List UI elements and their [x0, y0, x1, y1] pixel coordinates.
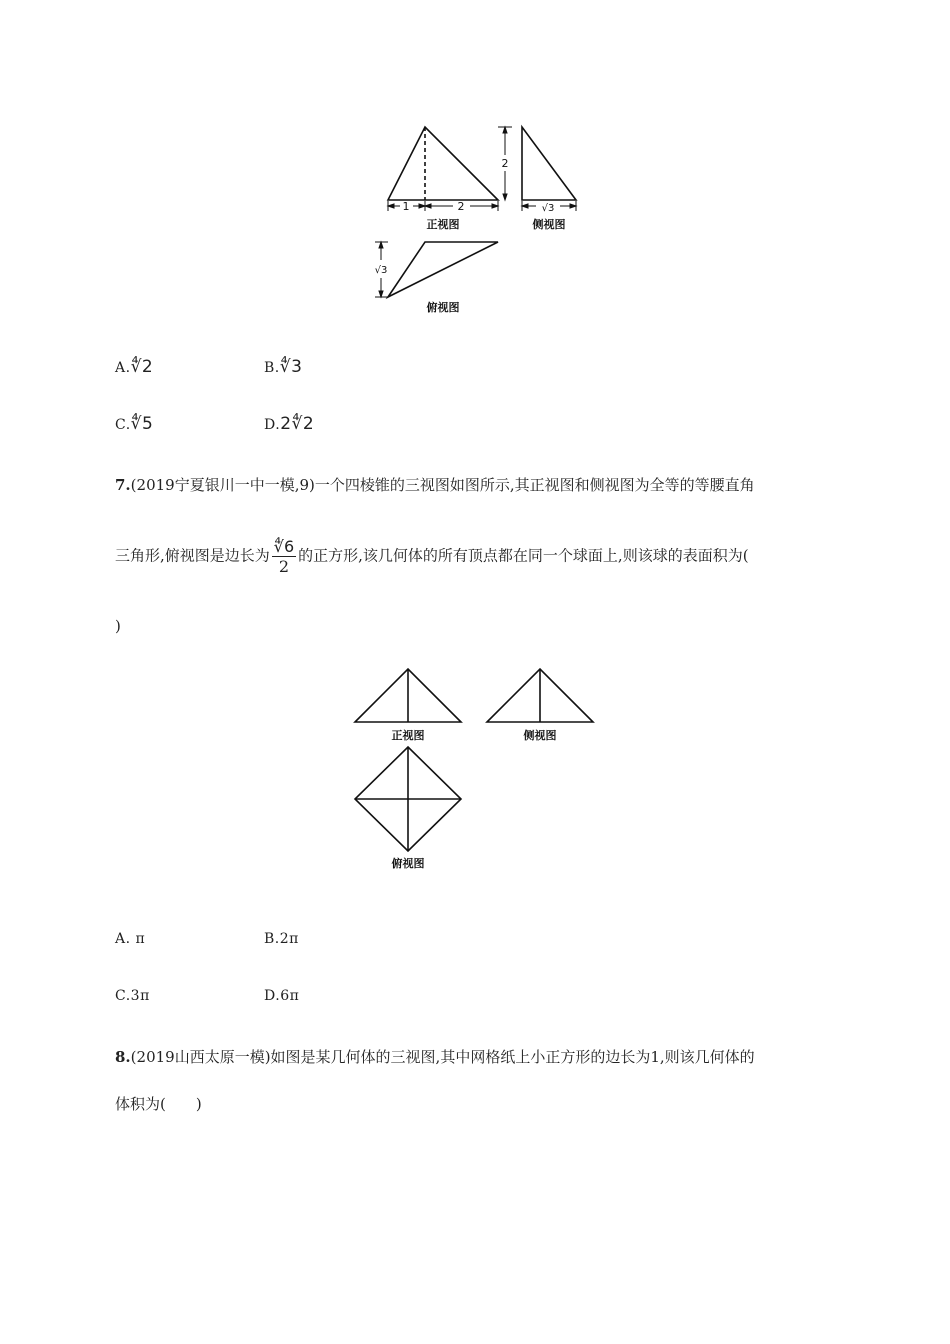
q7-fraction	[272, 537, 296, 576]
q6-option-c[interactable]	[115, 414, 153, 434]
q6-option-c-value: ∜5	[130, 414, 154, 434]
q7-text-2a: 三角形,俯视图是边长为	[115, 546, 270, 565]
q6-top-view	[388, 242, 498, 297]
q7-option-d[interactable]	[264, 988, 299, 1004]
q6-three-view-figure	[350, 115, 590, 320]
q7-text-3: )	[115, 617, 121, 635]
q7-number: 7.	[115, 476, 131, 494]
q6-option-a-prefix: A.	[115, 360, 131, 376]
q7-text-2b: 的正方形,该几何体的所有顶点都在同一个球面上,则该球的表面积为(	[298, 546, 749, 565]
q6-option-d[interactable]	[264, 414, 314, 434]
q7-option-b-prefix: B.	[264, 931, 280, 947]
q6-option-b-value: ∜3	[279, 357, 303, 377]
q7-three-view-figure	[350, 662, 605, 874]
q7-frac-numerator: ∜6	[273, 537, 295, 556]
q7-front-view	[355, 669, 461, 722]
q7-side-view	[487, 669, 593, 722]
q7-option-b-value: 2π	[279, 931, 299, 947]
q7-option-a-value: π	[135, 931, 146, 947]
q8-line-2	[115, 1093, 202, 1114]
q7-top-label: 俯视图	[391, 857, 425, 870]
q7-option-a[interactable]	[115, 931, 145, 947]
q7-option-d-prefix: D.	[264, 988, 281, 1004]
q6-top-label: 俯视图	[426, 301, 460, 314]
q6-option-b-prefix: B.	[264, 360, 280, 376]
q6-front-label: 正视图	[426, 218, 460, 231]
q6-side-label: 侧视图	[532, 218, 566, 231]
q8-text-1: (2019山西太原一模)如图是某几何体的三视图,其中网格纸上小正方形的边长为1,则该几何体的	[130, 1048, 755, 1066]
q7-option-c-prefix: C.	[115, 988, 131, 1004]
q6-dim-1: 1	[402, 200, 410, 213]
q6-option-a[interactable]	[115, 357, 153, 377]
q7-text-1: (2019宁夏银川一中一模,9)一个四棱锥的三视图如图所示,其正视图和侧视图为全等的等腰直角	[130, 476, 755, 494]
q7-option-a-prefix: A.	[115, 931, 131, 947]
q6-dim-height: 2	[501, 157, 509, 170]
q7-option-c-value: 3π	[130, 988, 150, 1004]
q7-option-b[interactable]	[264, 931, 299, 947]
q7-line-3	[115, 617, 121, 635]
q7-front-label: 正视图	[391, 729, 425, 742]
q6-option-d-prefix: D.	[264, 417, 281, 433]
q7-option-c[interactable]	[115, 988, 150, 1004]
q7-line-1	[115, 474, 755, 495]
q6-option-d-value: 2∜2	[280, 414, 315, 434]
q6-side-view	[522, 127, 576, 200]
q8-number: 8.	[115, 1048, 131, 1066]
q6-option-c-prefix: C.	[115, 417, 131, 433]
q7-side-label: 侧视图	[523, 729, 557, 742]
q8-text-2: 体积为( )	[115, 1095, 202, 1113]
q6-option-b[interactable]	[264, 357, 302, 377]
q7-option-d-value: 6π	[280, 988, 300, 1004]
q7-frac-denominator: 2	[278, 557, 290, 576]
q8-line-1	[115, 1046, 755, 1067]
q6-dim-sqrt3-top: √3	[374, 265, 388, 276]
q6-dim-sqrt3-side: √3	[541, 203, 555, 214]
q7-top-view	[355, 747, 461, 851]
q6-front-view	[388, 127, 498, 200]
q6-option-a-value: ∜2	[130, 357, 154, 377]
q7-line-2	[115, 537, 749, 576]
q6-dim-2: 2	[457, 200, 465, 213]
